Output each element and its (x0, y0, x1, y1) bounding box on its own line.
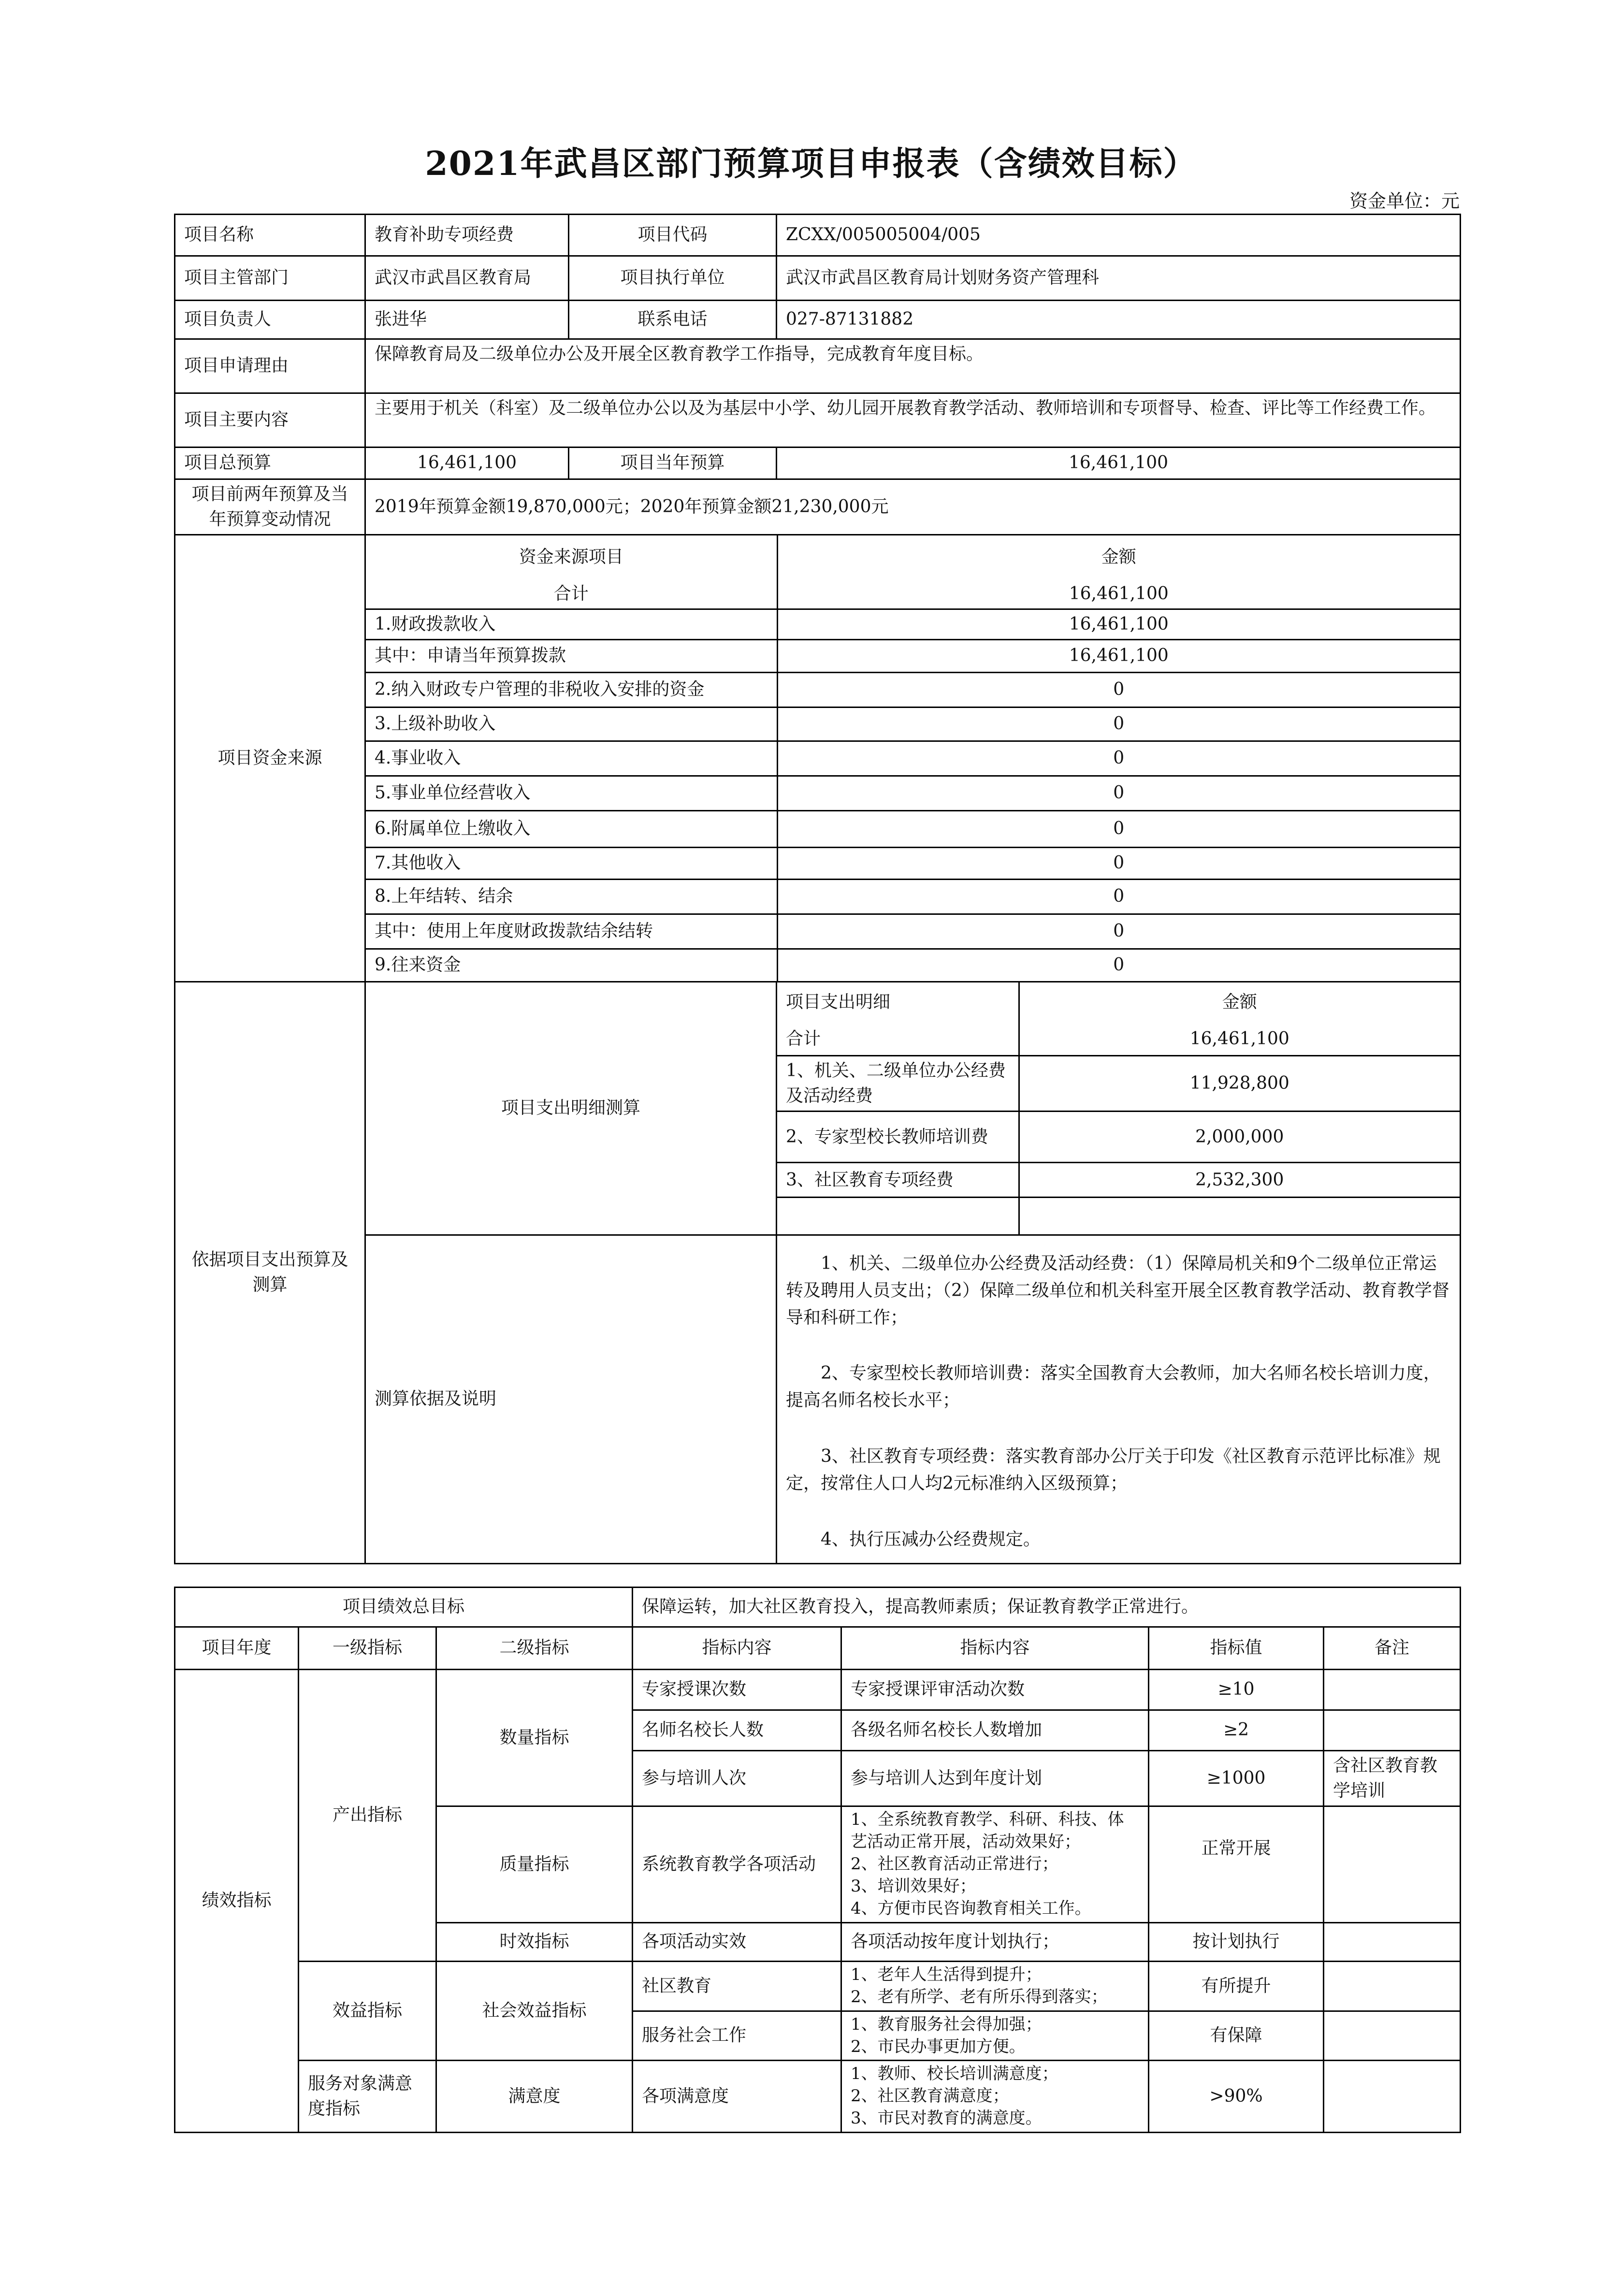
timeliness-value: 按计划执行 (1149, 1922, 1324, 1961)
value-owner: 张进华 (365, 301, 569, 339)
label-reason: 项目申请理由 (175, 339, 365, 393)
funding-row (366, 741, 1460, 776)
label-department: 项目主管部门 (175, 256, 365, 301)
indicator-detail-line: 1、教师、校长培训满意度； (851, 2064, 1058, 2084)
value-exec-unit: 武汉市武昌区教育局计划财务资产管理科 (777, 256, 1461, 301)
expenditure-amount: 16,461,100 (1019, 1023, 1460, 1056)
funding-row (366, 811, 1460, 848)
indicator-detail-line: 3、市民对教育的满意度。 (851, 2108, 1042, 2128)
funding-amount: 16,461,100 (777, 609, 1460, 639)
row-project-name (175, 215, 1461, 256)
label-total-budget: 项目总预算 (175, 448, 365, 479)
funding-amount: 0 (777, 776, 1460, 811)
q3-note: 含社区教育教学培训 (1324, 1751, 1461, 1806)
label-phone: 联系电话 (569, 301, 777, 339)
basis-paragraph: 1、机关、二级单位办公经费及活动经费：（1）保障局机关和9个二级单位正常运转及聘用人员支出；（2）保障二级单位和机关科室开展全区教育教学活动、教育教学督导和科研工作； (786, 1253, 1449, 1328)
label-owner: 项目负责人 (175, 301, 365, 339)
funding-header (366, 535, 1460, 579)
q2-content: 名师名校长人数 (633, 1710, 841, 1751)
funding-row (366, 640, 1460, 673)
satisfaction-note (1324, 2061, 1461, 2133)
funding-table (366, 535, 1460, 981)
row-goal (175, 1588, 1461, 1627)
cell-quality-indicator: 质量指标 (436, 1806, 633, 1922)
indicator-detail-line: 1、老年人生活得到提升； (851, 1964, 1042, 1984)
funding-item: 7.其他收入 (366, 848, 777, 880)
expenditure-item (777, 1198, 1019, 1234)
indicator-detail-line: 1、教育服务社会得加强； (851, 2014, 1042, 2034)
funding-amount: 0 (777, 914, 1460, 949)
value-reason: 保障教育局及二级单位办公及开展全区教育教学工作指导，完成教育年度目标。 (365, 339, 1461, 393)
funding-amount: 0 (777, 741, 1460, 776)
funding-item: 9.往来资金 (366, 949, 777, 981)
funding-row (366, 776, 1460, 811)
social2-content: 服务社会工作 (633, 2011, 841, 2061)
social2-value: 有保障 (1149, 2011, 1324, 2061)
expenditure-item: 3、社区教育专项经费 (777, 1163, 1019, 1198)
funding-row (366, 848, 1460, 880)
funding-row (366, 673, 1460, 708)
funding-item: 6.附属单位上缴收入 (366, 811, 777, 848)
row-content (175, 393, 1461, 448)
funding-item: 1.财政拨款收入 (366, 609, 777, 639)
q1-content: 专家授课次数 (633, 1670, 841, 1710)
social1-note (1324, 1961, 1461, 2011)
basis-text (777, 1235, 1461, 1563)
label-project-name: 项目名称 (175, 215, 365, 256)
label-expenditure-basis: 依据项目支出预算及测算 (175, 982, 365, 1563)
indicator-detail-line: 3、培训效果好； (851, 1877, 976, 1896)
row-social1 (175, 1961, 1461, 2011)
social1-detail (841, 1961, 1149, 2011)
quality-detail (841, 1806, 1149, 1922)
satisfaction-value: >90% (1149, 2061, 1324, 2133)
funding-amount: 16,461,100 (777, 579, 1460, 609)
funding-item: 5.事业单位经营收入 (366, 776, 777, 811)
label-exec-unit: 项目执行单位 (569, 256, 777, 301)
funding-amount: 0 (777, 708, 1460, 741)
cell-quantity-indicator: 数量指标 (436, 1670, 633, 1806)
expenditure-amount: 2,532,300 (1019, 1163, 1460, 1198)
indicator-detail-line: 各项活动按年度计划执行； (851, 1932, 1060, 1952)
indicator-detail-line: 各级名师名校长人数增加 (851, 1720, 1043, 1740)
indicator-detail-line: 2、市民办事更加方便。 (851, 2036, 1026, 2056)
indicator-detail-line: 1、全系统教育教学、科研、科技、体艺活动正常开展，活动效果好； (851, 1810, 1124, 1852)
funding-amount: 0 (777, 949, 1460, 981)
value-content: 主要用于机关（科室）及二级单位办公以及为基层中小学、幼儿园开展教育教学活动、教师培训和专项督导、检查、评比等工作经费工作。 (365, 393, 1461, 448)
row-basis (175, 1235, 1461, 1563)
cell-timeliness-indicator: 时效指标 (436, 1922, 633, 1961)
q2-note (1324, 1710, 1461, 1751)
q3-content: 参与培训人次 (633, 1751, 841, 1806)
row-owner (175, 301, 1461, 339)
expenditure-row (777, 1163, 1460, 1198)
indicator-detail-line: 2、社区教育满意度； (851, 2086, 1009, 2106)
social2-detail (841, 2011, 1149, 2061)
funding-item: 3.上级补助收入 (366, 708, 777, 741)
label-year-budget: 项目当年预算 (569, 448, 777, 479)
expenditure-amount: 2,000,000 (1019, 1112, 1460, 1163)
basis-paragraph: 4、执行压减办公经费规定。 (821, 1529, 1041, 1549)
expenditure-col-amount: 金额 (1019, 982, 1460, 1023)
indicator-detail-line: 4、方便市民咨询教育相关工作。 (851, 1898, 1091, 1918)
expenditure-header (777, 982, 1460, 1023)
value-project-code: ZCXX/005005004/005 (777, 215, 1461, 256)
social2-note (1324, 2011, 1461, 2061)
row-department (175, 256, 1461, 301)
label-funding-source: 项目资金来源 (175, 535, 365, 982)
header-content-detail: 指标内容 (841, 1627, 1149, 1670)
funding-row (366, 579, 1460, 609)
cell-satisfaction-l1: 服务对象满意度指标 (299, 2061, 436, 2133)
quality-note (1324, 1806, 1461, 1922)
project-application-table (174, 214, 1461, 1564)
satisfaction-content: 各项满意度 (633, 2061, 841, 2133)
social1-value: 有所提升 (1149, 1961, 1324, 2011)
expenditure-row (777, 1112, 1460, 1163)
expenditure-row (777, 1056, 1460, 1112)
basis-paragraph: 3、社区教育专项经费：落实教育部办公厅关于印发《社区教育示范评比标准》规定，按常住人口人均2元标准纳入区级预算； (786, 1446, 1441, 1493)
value-goal: 保障运转，加大社区教育投入，提高教师素质；保证教育教学正常进行。 (633, 1588, 1461, 1627)
currency-unit-label: 资金单位：元 (1349, 190, 1460, 212)
indicator-detail-line: 参与培训人达到年度计划 (851, 1768, 1043, 1788)
expenditure-row (777, 1198, 1460, 1234)
funding-amount: 0 (777, 673, 1460, 708)
header-year: 项目年度 (175, 1627, 299, 1670)
cell-output-indicator: 产出指标 (299, 1670, 436, 1962)
row-headers (175, 1627, 1461, 1670)
q2-detail (841, 1710, 1149, 1751)
row-satisfaction (175, 2061, 1461, 2133)
value-phone: 027-87131882 (777, 301, 1461, 339)
header-level2: 二级指标 (436, 1627, 633, 1670)
q3-value: ≥1000 (1149, 1751, 1324, 1806)
row-funding (175, 535, 1461, 982)
q2-value: ≥2 (1149, 1710, 1324, 1751)
funding-row (366, 708, 1460, 741)
label-basis: 测算依据及说明 (365, 1235, 777, 1563)
performance-table (174, 1587, 1461, 2133)
expenditure-item: 2、专家型校长教师培训费 (777, 1112, 1019, 1163)
quality-value: 正常开展 (1149, 1806, 1324, 1922)
row-history (175, 479, 1461, 535)
timeliness-content: 各项活动实效 (633, 1922, 841, 1961)
label-expenditure-detail: 项目支出明细测算 (365, 982, 777, 1235)
cell-satisfaction-l2: 满意度 (436, 2061, 633, 2133)
value-department: 武汉市武昌区教育局 (365, 256, 569, 301)
expenditure-col-item: 项目支出明细 (777, 982, 1019, 1023)
funding-amount: 0 (777, 848, 1460, 880)
value-project-name: 教育补助专项经费 (365, 215, 569, 256)
value-history: 2019年预算金额19,870,000元；2020年预算金额21,230,000元 (365, 479, 1461, 535)
label-project-code: 项目代码 (569, 215, 777, 256)
header-value: 指标值 (1149, 1627, 1324, 1670)
row-expenditure-detail (175, 982, 1461, 1235)
cell-year-performance: 绩效指标 (175, 1670, 299, 2133)
funding-item: 合计 (366, 579, 777, 609)
row-q1 (175, 1670, 1461, 1710)
funding-col-amount: 金额 (777, 535, 1460, 579)
funding-item: 2.纳入财政专户管理的非税收入安排的资金 (366, 673, 777, 708)
header-level1: 一级指标 (299, 1627, 436, 1670)
cell-social-indicator: 社会效益指标 (436, 1961, 633, 2061)
social1-content: 社区教育 (633, 1961, 841, 2011)
funding-item: 4.事业收入 (366, 741, 777, 776)
q1-note (1324, 1670, 1461, 1710)
funding-row (366, 880, 1460, 914)
funding-col-item: 资金来源项目 (366, 535, 777, 579)
indicator-detail-line: 专家授课评审活动次数 (851, 1679, 1025, 1700)
funding-item: 其中：使用上年度财政拨款结余结转 (366, 914, 777, 949)
header-note: 备注 (1324, 1627, 1461, 1670)
funding-amount: 16,461,100 (777, 640, 1460, 673)
value-year-budget: 16,461,100 (777, 448, 1461, 479)
label-content: 项目主要内容 (175, 393, 365, 448)
timeliness-detail (841, 1922, 1149, 1961)
expenditure-item: 1、机关、二级单位办公经费及活动经费 (777, 1056, 1019, 1112)
header-content: 指标内容 (633, 1627, 841, 1670)
expenditure-row (777, 1023, 1460, 1056)
indicator-detail-line: 2、社区教育活动正常进行； (851, 1854, 1058, 1874)
cell-benefit-indicator: 效益指标 (299, 1961, 436, 2061)
timeliness-note (1324, 1922, 1461, 1961)
row-budget (175, 448, 1461, 479)
q1-detail (841, 1670, 1149, 1710)
label-goal: 项目绩效总目标 (175, 1588, 633, 1627)
funding-row (366, 914, 1460, 949)
q1-value: ≥10 (1149, 1670, 1324, 1710)
funding-row (366, 609, 1460, 639)
funding-row (366, 949, 1460, 981)
value-total-budget: 16,461,100 (365, 448, 569, 479)
q3-detail (841, 1751, 1149, 1806)
funding-item: 其中：申请当年预算拨款 (366, 640, 777, 673)
expenditure-table (777, 982, 1460, 1234)
funding-amount: 0 (777, 811, 1460, 848)
quality-content: 系统教育教学各项活动 (633, 1806, 841, 1922)
label-history: 项目前两年预算及当年预算变动情况 (175, 479, 365, 535)
indicator-detail-line: 2、老有所学、老有所乐得到落实； (851, 1987, 1108, 2007)
expenditure-amount (1019, 1198, 1460, 1234)
document-title: 2021年武昌区部门预算项目申报表（含绩效目标） (425, 144, 1197, 183)
satisfaction-detail (841, 2061, 1149, 2133)
row-reason (175, 339, 1461, 393)
expenditure-item: 合计 (777, 1023, 1019, 1056)
expenditure-amount: 11,928,800 (1019, 1056, 1460, 1112)
funding-item: 8.上年结转、结余 (366, 880, 777, 914)
basis-paragraph: 2、专家型校长教师培训费：落实全国教育大会教师，加大名师名校长培训力度，提高名师名校长水平； (786, 1363, 1441, 1411)
funding-amount: 0 (777, 880, 1460, 914)
